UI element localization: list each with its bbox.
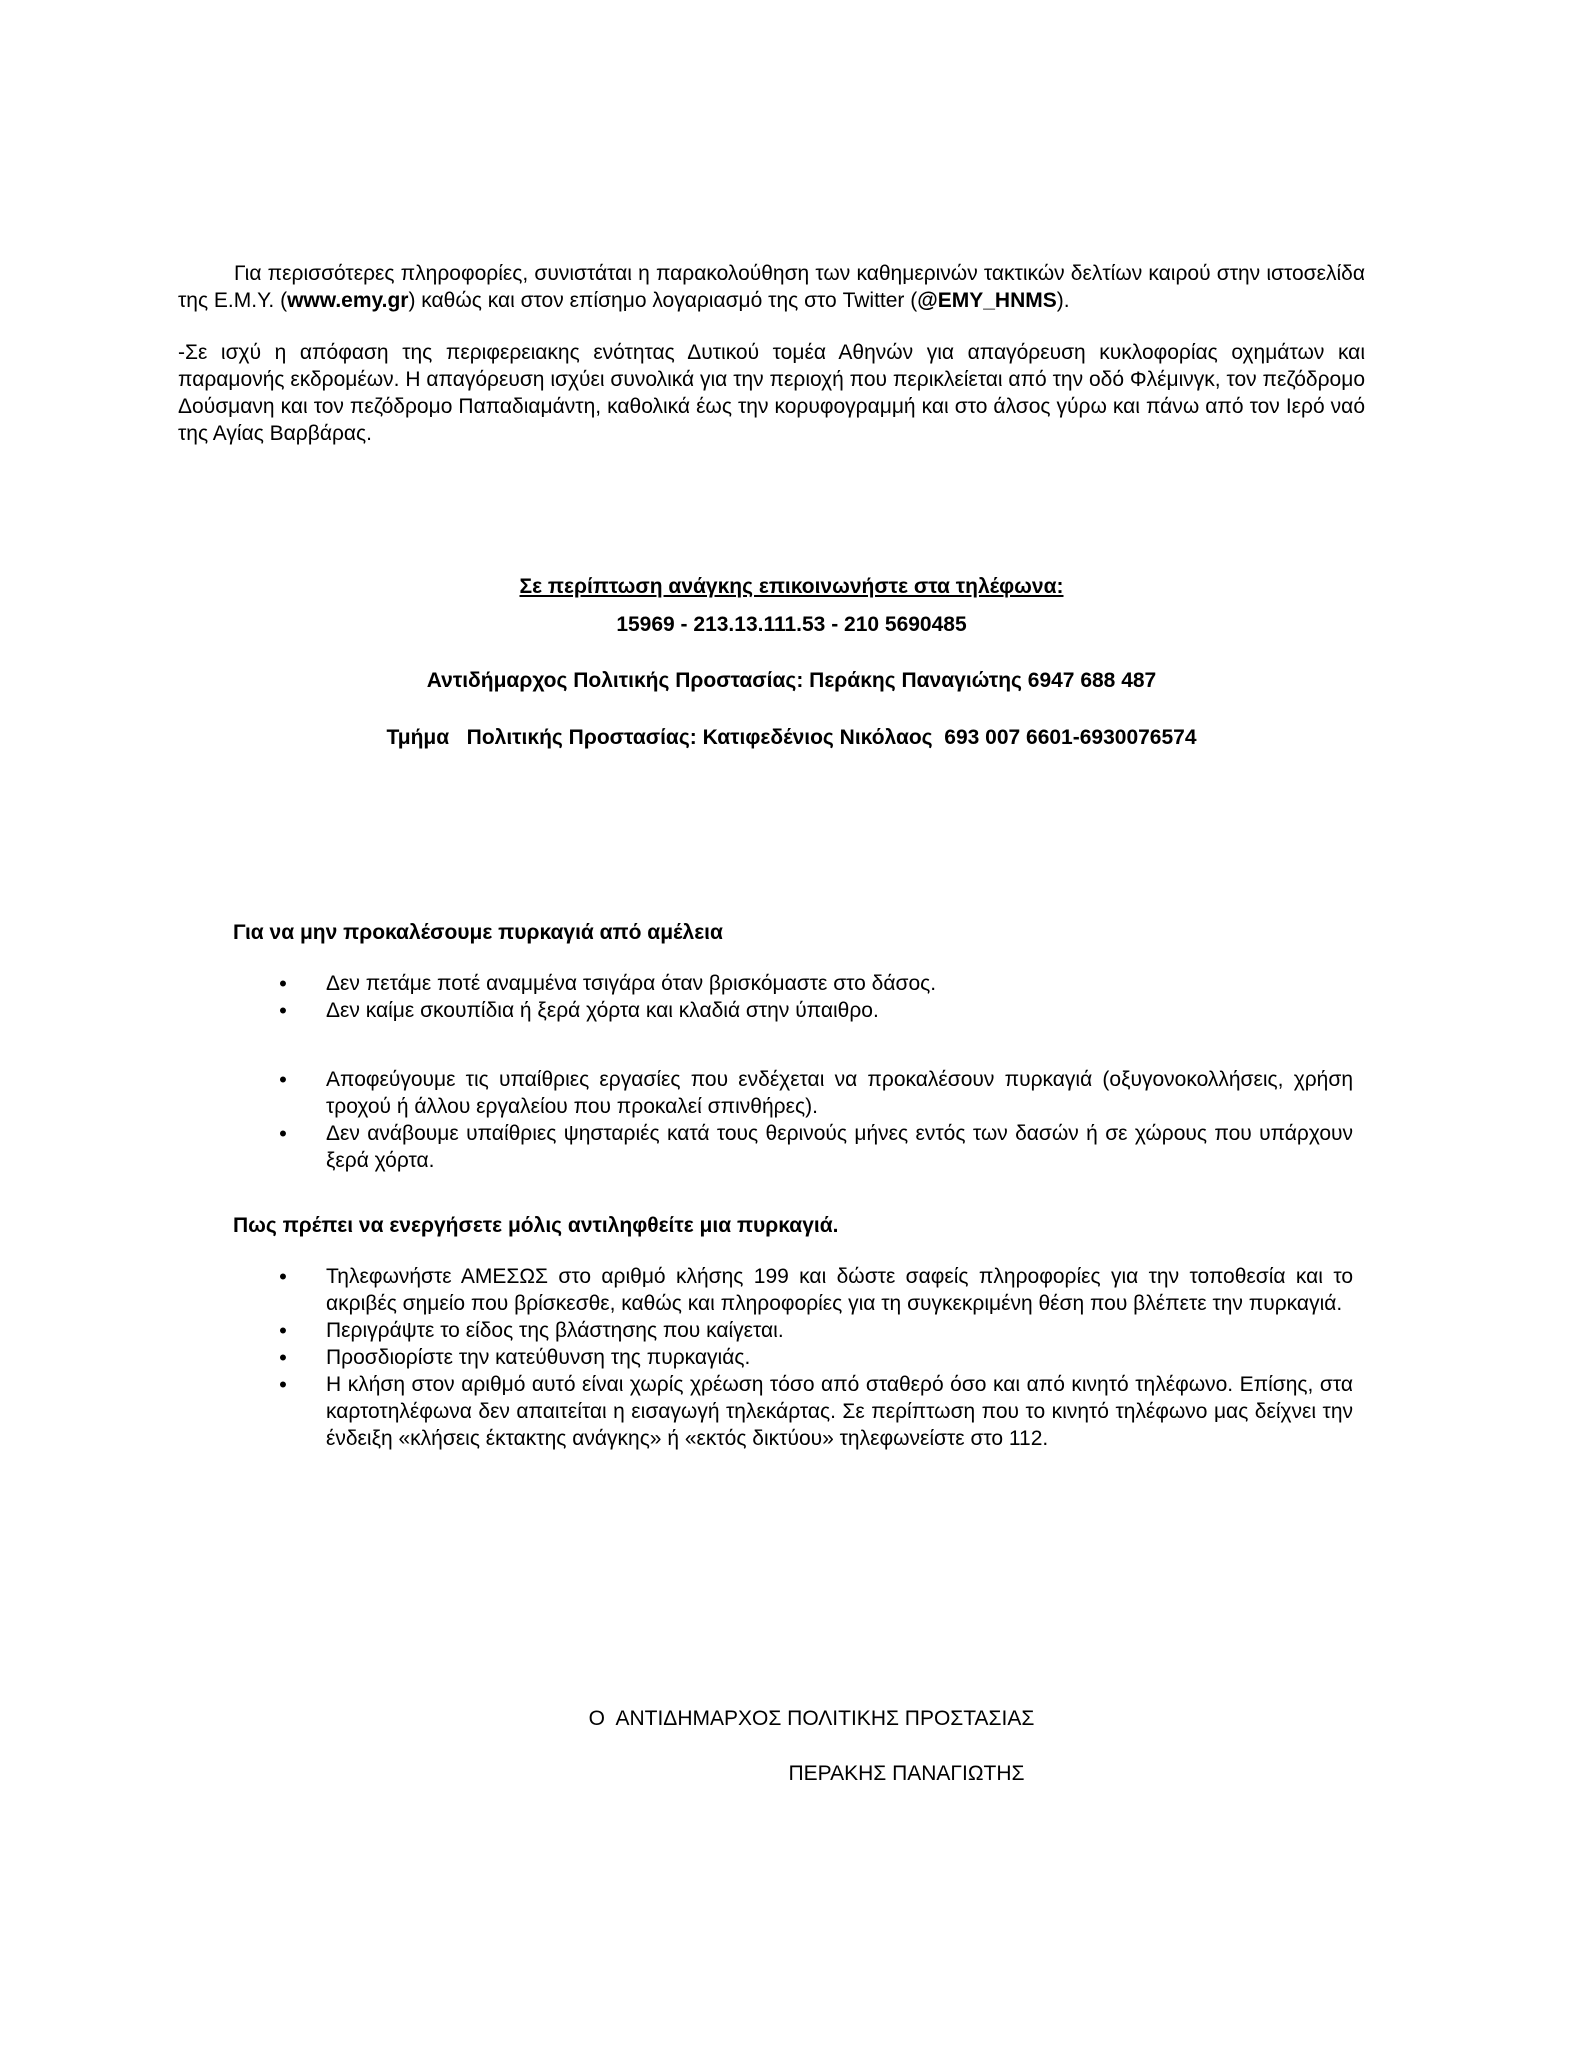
list-item-text: Αποφεύγουμε τις υπαίθριες εργασίες που ενδέχεται να προκαλέσουν πυρκαγιά (οξυγονοκολλήσεις, χρήση τροχού ή άλλου εργαλείου που προκαλεί σπινθήρες). [326, 1068, 1353, 1118]
list-item-text: Προσδιορίστε την κατεύθυνση της πυρκαγιάς. [326, 1346, 751, 1369]
action-list [273, 1263, 1353, 1452]
list-item-text: Τηλεφωνήστε ΑΜΕΣΩΣ στο αριθμό κλήσης 199 και δώστε σαφείς πληροφορίες για την τοποθεσία και το ακριβές σημείο που βρίσκεσθε, καθώς και πληροφορίες για τη συγκεκριμένη θέση που βλέπετε την πυρκαγιά. [326, 1265, 1353, 1315]
bullet-icon [273, 1066, 293, 1094]
prevention-list-1 [273, 970, 1353, 1024]
list-item [273, 997, 1353, 1024]
list-item [273, 1317, 1353, 1344]
intro-paragraph [178, 260, 1365, 314]
list-item-text: Δεν πετάμε ποτέ αναμμένα τσιγάρα όταν βρισκόμαστε στο δάσος. [326, 972, 937, 995]
bullet-icon [273, 970, 293, 998]
intro-text: ) καθώς και στον επίσημο λογαριασμό της στο Twitter ( [408, 289, 918, 312]
list-item-text: Περιγράψτε το είδος της βλάστησης που καίγεται. [326, 1319, 784, 1342]
prevention-heading: Για να μην προκαλέσουμε πυρκαγιά από αμέλεια [233, 921, 723, 944]
prevention-list-2 [273, 1066, 1353, 1174]
intro-text: στην ιστοσελίδα της Ε.Μ.Υ. ( [178, 262, 1365, 312]
signature-title: Ο ΑΝΤΙΔΗΜΑΡΧΟΣ ΠΟΛΙΤΙΚΗΣ ΠΡΟΣΤΑΣΙΑΣ [588, 1707, 1035, 1730]
bullet-icon [273, 1371, 293, 1399]
ban-line-3: Φλέμινγκ, τον πεζόδρομο Δούσμανη και τον πεζόδρομο Παπαδιαμάντη, καθολικά έως την κορυφογραμμή και στο [178, 368, 1366, 418]
signature-name: ΠΕΡΑΚΗΣ ΠΑΝΑΓΙΩΤΗΣ [788, 1762, 1025, 1785]
intro-line-1: Για περισσότερες πληροφορίες, συνιστάται η παρακολούθηση των καθημερινών τακτικών δελτίων καιρού [234, 262, 1211, 285]
department-contact: Τμήμα Πολιτικής Προστασίας: Κατιφεδένιος Νικόλαος 693 007 6601-6930076574 [386, 726, 1197, 749]
emergency-title: Σε περίπτωση ανάγκης επικοινωνήστε στα τηλέφωνα: [519, 575, 1064, 598]
list-item-text: Δεν ανάβουμε υπαίθριες ψησταριές κατά τους θερινούς μήνες εντός των δασών ή σε χώρους που υπάρχουν ξερά χόρτα. [326, 1122, 1353, 1172]
list-item-text: Δεν καίμε σκουπίδια ή ξερά χόρτα και κλαδιά στην ύπαιθρο. [326, 999, 879, 1022]
ban-line-1: -Σε ισχύ η απόφαση της περιφερειακης ενότητας Δυτικού τομέα Αθηνών για απαγόρευση κυκλοφορίας οχημάτων [178, 341, 1325, 364]
action-heading: Πως πρέπει να ενεργήσετε μόλις αντιληφθείτε μια πυρκαγιά. [233, 1214, 839, 1237]
deputy-mayor-contact: Αντιδήμαρχος Πολιτικής Προστασίας: Περάκης Παναγιώτης 6947 688 487 [426, 669, 1157, 692]
bullet-icon [273, 1263, 293, 1291]
list-item [273, 1066, 1353, 1120]
emergency-phones: 15969 - 213.13.111.53 - 210 5690485 [616, 613, 967, 636]
ban-line-2: και παραμονής εκδρομέων. Η απαγόρευση ισχύει συνολικά για την περιοχή που περικλείεται από την οδό [178, 341, 1365, 391]
bullet-icon [273, 1317, 293, 1345]
ban-line-4: άλσος γύρω και πάνω από τον Ιερό ναό της Αγίας Βαρβάρας. [178, 395, 1365, 445]
list-item-text: Η κλήση στον αριθμό αυτό είναι χωρίς χρέωση τόσο από σταθερό όσο και από κινητό τηλέφωνο. Επίσης, στα καρτοτηλέφωνα δεν απαιτείται η εισαγωγή τηλεκάρτας. Σε περίπτωση που το κινητό τηλέφωνο μας δείχνει την ένδειξη «κλήσεις έκτακτης ανάγκης» ή «εκτός δικτύου» τηλεφωνείστε στο 112. [326, 1373, 1353, 1450]
ban-paragraph [178, 339, 1365, 447]
bullet-icon [273, 1120, 293, 1148]
list-item [273, 1120, 1353, 1174]
list-item [273, 1344, 1353, 1371]
bullet-icon [273, 1344, 293, 1372]
bullet-icon [273, 997, 293, 1025]
intro-text: ). [1056, 289, 1070, 312]
list-item [273, 1263, 1353, 1317]
emy-twitter-handle[interactable]: @EMY_HNMS [917, 289, 1057, 312]
list-item [273, 1371, 1353, 1452]
list-item [273, 970, 1353, 997]
emy-website-link[interactable]: www.emy.gr [287, 289, 409, 312]
